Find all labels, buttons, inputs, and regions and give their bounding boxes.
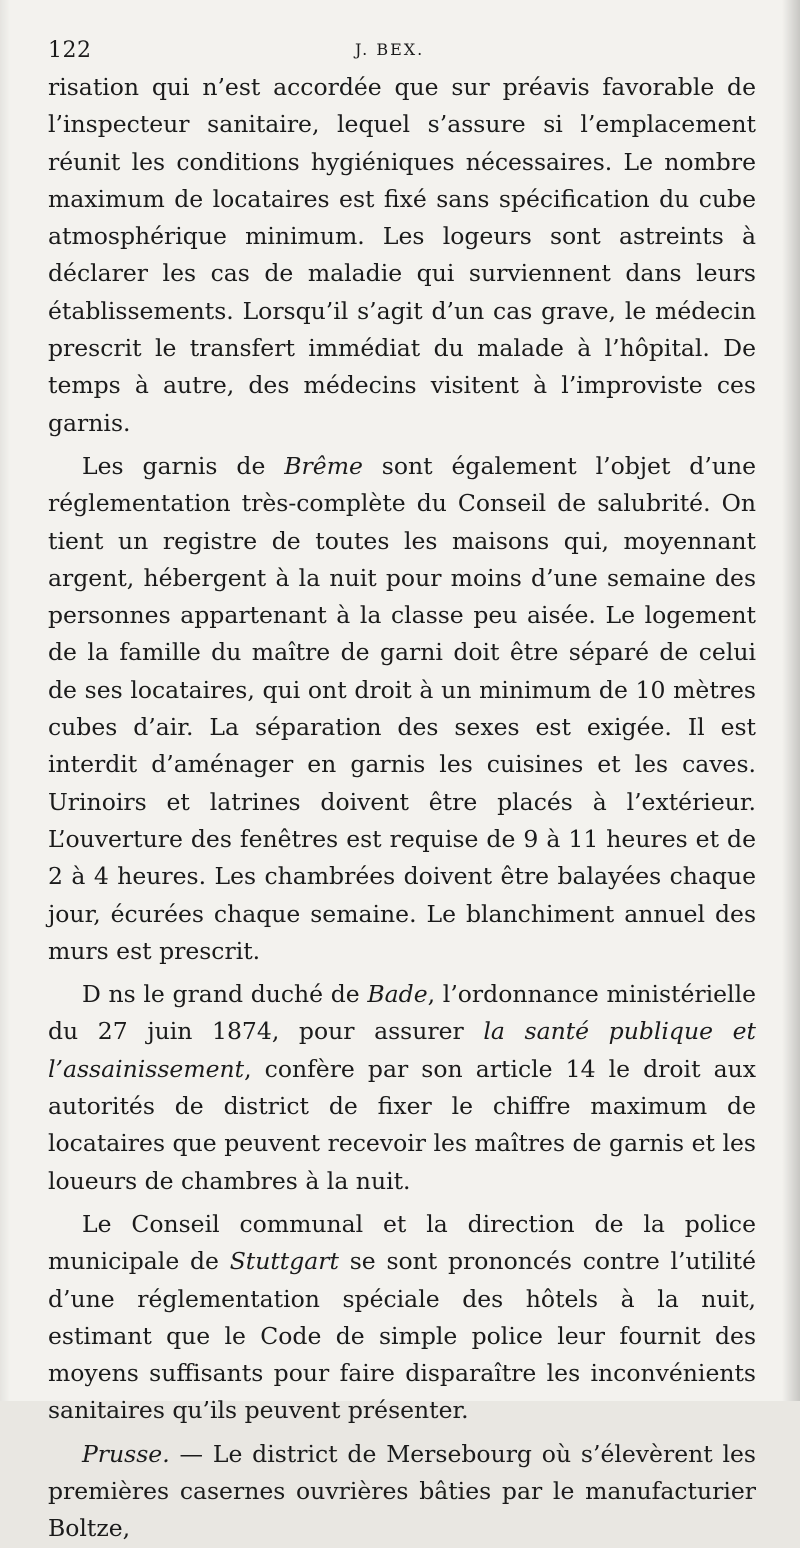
text-segment: Les garnis de — [82, 451, 285, 480]
page-number: 122 — [48, 38, 92, 63]
text-segment: sont également l’objet d’une réglementation très-complète du Conseil de salubrité. On tient un registre de toutes les maisons qui, moyennant argent, hébergent à la nuit pour moins d’une semaine des personnes appartenant à la classe peu aisée. Le logement de la famille du maître de garni doit être séparé de celui de ses locataires, qui ont droit à un minimum de 10 mètres cubes d’air. La séparation des sexes est exigée. Il est interdit d’aménager en garnis les cuisines et les caves. Urinoirs et latrines doivent être placés à l’extérieur. L’ouverture des fenêtres est requise de 9 à 11 heures et de 2 à 4 heures. Les chambrées doivent être balayées chaque jour, écurées chaque semaine. Le blanchiment annuel des murs est prescrit. — [48, 451, 757, 965]
page-edge-shadow — [782, 0, 800, 1401]
text-segment: se sont prononcés contre l’utilité d’une réglementation spéciale des hôtels à la nuit, estimant que le Code de simple police leur fournit des moyens suffisants pour faire disparaître les inconvénients sanitaires qu’ils peuvent présenter. — [48, 1247, 756, 1425]
text-segment: , confère par son article 14 le droit aux autorités de district de fixer le chiffre maximum de locataires que peuvent recevoir les maîtres de garnis et les loueurs de chambres à la nuit. — [48, 1054, 756, 1195]
page-header — [0, 0, 800, 72]
italic-text-segment: Brême — [284, 451, 363, 480]
text-segment: risation qui n’est accordée que sur préavis favorable de l’inspecteur sanitaire, lequel s’assure si l’emplacement réunit les conditions hygiéniques nécessaires. Le nombre maximum de locataires est fixé sans spécification du cube atmosphérique minimum. Les logeurs sont astreints à déclarer les cas de maladie qui surviennent dans leurs établissements. Lorsqu’il s’agit d’un cas grave, le médecin prescrit le transfert immédiat du malade à l’hôpital. De temps à autre, des médecins visitent à l’improviste ces garnis. — [48, 73, 756, 437]
text-segment: , l’ordonnance ministérielle du 27 juin 1874, pour assurer — [48, 980, 756, 1046]
text-segment: D ns le grand duché de — [82, 980, 368, 1009]
text-segment: — Le district de Mersebourg où s’élevèrent les premières casernes ouvrières bâties par le manufacturier Boltze, — [48, 1439, 756, 1543]
running-head: J. BEX. — [355, 40, 425, 59]
italic-text-segment: Bade — [367, 980, 428, 1009]
paragraph-5 — [48, 1436, 756, 1548]
body-text — [48, 69, 756, 1548]
italic-text-segment: Stuttgart — [229, 1247, 339, 1276]
text-segment: Le Conseil communal et la direction de la police municipale de — [48, 1209, 756, 1276]
paragraph-1 — [48, 69, 756, 442]
paragraph-2 — [48, 448, 756, 970]
page-gutter-shadow — [0, 0, 10, 1401]
italic-text-segment: Prusse. — [82, 1439, 170, 1468]
paragraph-4 — [48, 1206, 756, 1430]
paragraph-3 — [48, 976, 756, 1200]
italic-text-segment: la santé publique et l’assainissement — [48, 1017, 756, 1083]
